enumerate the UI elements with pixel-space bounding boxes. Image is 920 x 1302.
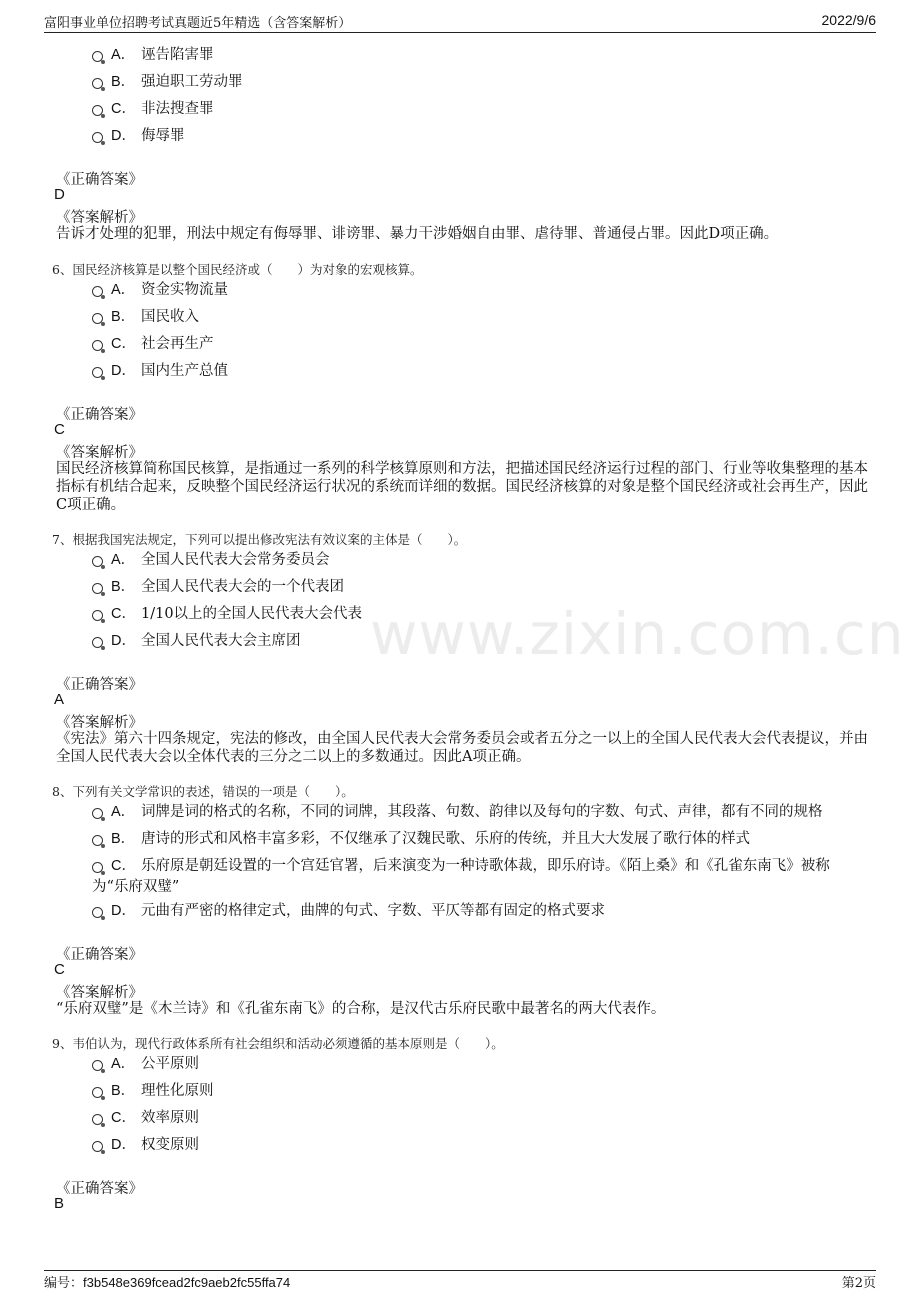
q6-answer: C: [54, 421, 65, 438]
page-footer: [44, 1272, 876, 1292]
radio-icon[interactable]: [92, 610, 103, 621]
q8-explanation: “乐府双璧”是《木兰诗》和《孔雀东南飞》的合称，是汉代古乐府民歌中最著名的两大代表作。: [56, 1001, 666, 1017]
radio-icon[interactable]: [92, 862, 103, 873]
radio-icon[interactable]: [92, 907, 103, 918]
radio-icon[interactable]: [92, 637, 103, 648]
q7-option-d[interactable]: D． 全国人民代表大会主席团: [92, 631, 301, 651]
q5-explanation: 告诉才处理的犯罪，刑法中规定有侮辱罪、诽谤罪、暴力干涉婚姻自由罪、虐待罪、普通侵占罪。因此D项正确。: [56, 226, 779, 242]
q6-option-b[interactable]: B． 国民收入: [92, 307, 199, 327]
q9-stem: 9、韦伯认为，现代行政体系所有社会组织和活动必须遵循的基本原则是（ ）。: [52, 1036, 504, 1051]
q7-stem: 7、根据我国宪法规定，下列可以提出修改宪法有效议案的主体是（ ）。: [52, 532, 467, 547]
radio-icon[interactable]: [92, 313, 103, 324]
radio-icon[interactable]: [92, 367, 103, 378]
q9-option-a[interactable]: A． 公平原则: [92, 1054, 199, 1074]
page-number: 第2页: [841, 1276, 876, 1291]
radio-icon[interactable]: [92, 1141, 103, 1152]
radio-icon[interactable]: [92, 1114, 103, 1125]
q8-option-c[interactable]: C． 乐府原是朝廷设置的一个宫廷官署，后来演变为一种诗歌体裁，即乐府诗。《陌上桑》和《孔雀东南飞》被称为“乐府双璧”: [92, 858, 830, 895]
q9-answer: B: [54, 1195, 65, 1212]
q9-option-c[interactable]: C． 效率原则: [92, 1108, 199, 1128]
explanation-label: 《答案解析》: [56, 715, 143, 731]
q8-answer: C: [54, 961, 65, 978]
q7-option-b[interactable]: B． 全国人民代表大会的一个代表团: [92, 577, 344, 597]
q5-option-c[interactable]: C． 非法搜查罪: [92, 99, 214, 119]
radio-icon[interactable]: [92, 583, 103, 594]
document-title: 富阳事业单位招聘考试真题近5年精选（含答案解析）: [44, 16, 352, 31]
q6-option-a[interactable]: A． 资金实物流量: [92, 280, 228, 300]
radio-icon[interactable]: [92, 340, 103, 351]
radio-icon[interactable]: [92, 1060, 103, 1071]
radio-icon[interactable]: [92, 105, 103, 116]
footer-divider: [44, 1270, 876, 1271]
document-code: 编号：f3b548e369fcead2fc9aeb2fc55ffa74: [44, 1275, 291, 1291]
q5-option-d[interactable]: D． 侮辱罪: [92, 126, 185, 146]
correct-answer-label: 《正确答案》: [56, 1181, 143, 1197]
radio-icon[interactable]: [92, 51, 103, 62]
q6-explanation: 国民经济核算简称国民核算，是指通过一系列的科学核算原则和方法，把描述国民经济运行过程的部门、行业等收集整理的基本指标有机结合起来，反映整个国民经济运行状况的系统而详细的数据。国民经济核算的对象是整个国民经济或社会再生产，因此C项正确。: [56, 461, 868, 513]
correct-answer-label: 《正确答案》: [56, 677, 143, 693]
q5-answer: D: [54, 186, 65, 203]
q8-option-d[interactable]: D． 元曲有严密的格律定式，曲牌的句式、字数、平仄等都有固定的格式要求: [92, 901, 605, 921]
radio-icon[interactable]: [92, 556, 103, 567]
radio-icon[interactable]: [92, 808, 103, 819]
q8-stem: 8、下列有关文学常识的表述，错误的一项是（ ）。: [52, 784, 354, 799]
q9-option-b[interactable]: B． 理性化原则: [92, 1081, 214, 1101]
q9-option-d[interactable]: D． 权变原则: [92, 1135, 199, 1155]
q8-option-b[interactable]: B． 唐诗的形式和风格丰富多彩，不仅继承了汉魏民歌、乐府的传统，并且大大发展了歌行体的样式: [92, 829, 750, 849]
q6-option-d[interactable]: D． 国内生产总值: [92, 361, 228, 381]
q7-option-c[interactable]: C． 1/10以上的全国人民代表大会代表: [92, 604, 362, 624]
q7-explanation: 《宪法》第六十四条规定，宪法的修改，由全国人民代表大会常务委员会或者五分之一以上的全国人民代表大会代表提议，并由全国人民代表大会以全体代表的三分之二以上的多数通过。因此A项正确。: [56, 731, 868, 765]
correct-answer-label: 《正确答案》: [56, 407, 143, 423]
watermark: www.zixin.com.cn: [370, 600, 905, 668]
radio-icon[interactable]: [92, 132, 103, 143]
radio-icon[interactable]: [92, 835, 103, 846]
document-date: 2022/9/6: [821, 12, 876, 28]
correct-answer-label: 《正确答案》: [56, 947, 143, 963]
q7-option-a[interactable]: A． 全国人民代表大会常务委员会: [92, 550, 330, 570]
q5-option-b[interactable]: B． 强迫职工劳动罪: [92, 72, 243, 92]
q7-answer: A: [54, 691, 65, 708]
q6-option-c[interactable]: C． 社会再生产: [92, 334, 214, 354]
explanation-label: 《答案解析》: [56, 210, 143, 226]
radio-icon[interactable]: [92, 286, 103, 297]
radio-icon[interactable]: [92, 78, 103, 89]
radio-icon[interactable]: [92, 1087, 103, 1098]
explanation-label: 《答案解析》: [56, 985, 143, 1001]
explanation-label: 《答案解析》: [56, 445, 143, 461]
q6-stem: 6、国民经济核算是以整个国民经济或（ ）为对象的宏观核算。: [52, 262, 423, 277]
q8-option-a[interactable]: A． 词牌是词的格式的名称，不同的词牌，其段落、句数、韵律以及每句的字数、句式、声律，都有不同的规格: [92, 802, 823, 822]
q5-option-a[interactable]: A． 诬告陷害罪: [92, 45, 214, 65]
correct-answer-label: 《正确答案》: [56, 172, 143, 188]
